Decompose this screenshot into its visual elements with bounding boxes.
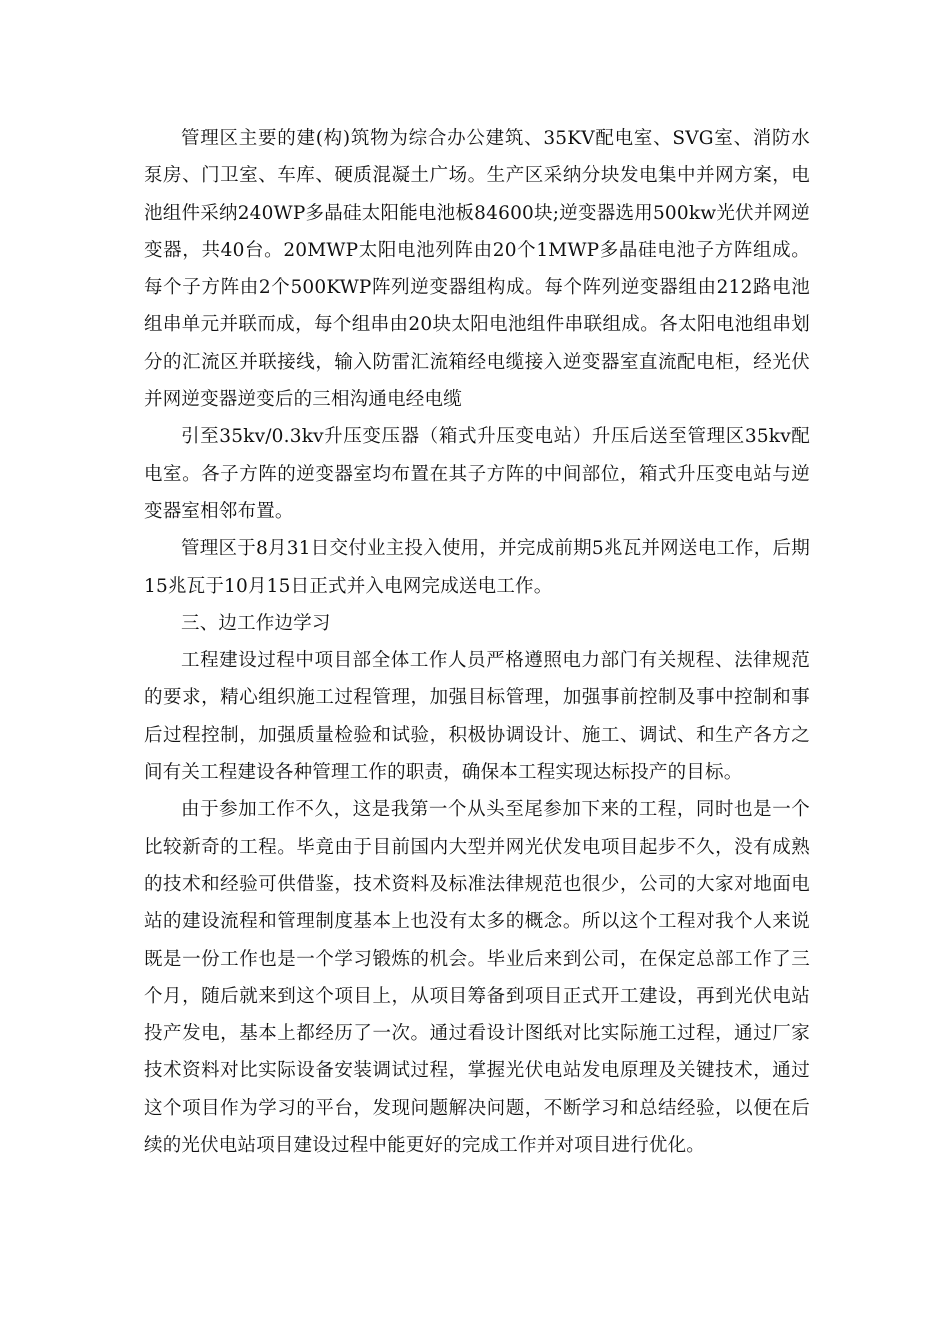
- section-heading: 三、边工作边学习: [181, 612, 331, 634]
- paragraph-schedule: 管理区于8月31日交付业主投入使用，并完成前期5兆瓦并网送电工作，后期15兆瓦于10月15日正式并入电网完成送电工作。: [144, 538, 810, 597]
- paragraph-learning: 由于参加工作不久，这是我第一个从头至尾参加下来的工程，同时也是一个比较新奇的工程。毕竟由于目前国内大型并网光伏发电项目起步不久，没有成熟的技术和经验可供借鉴，技术资料及标准法律规范也很少，公司的大家对地面电站的建设流程和管理制度基本上也没有太多的概念。所以这个工程对我个人来说既是一份工作也是一个学习锻炼的机会。毕业后来到公司，在保定总部工作了三个月，随后就来到这个项目上，从项目筹备到项目正式开工建设，再到光伏电站投产发电，基本上都经历了一次。通过看设计图纸对比实际施工过程，通过厂家技术资料对比实际设备安装调试过程，掌握光伏电站发电原理及关键技术，通过这个项目作为学习的平台，发现问题解决问题，不断学习和总结经验，以便在后续的光伏电站项目建设过程中能更好的完成工作并对项目进行优化。: [144, 799, 810, 1157]
- document-body: [144, 120, 810, 1164]
- paragraph-management: 工程建设过程中项目部全体工作人员严格遵照电力部门有关规程、法律规范的要求，精心组织施工过程管理，加强目标管理，加强事前控制及事中控制和事后过程控制，加强质量检验和试验，积极协调设计、施工、调试、和生产各方之间有关工程建设各种管理工作的职责，确保本工程实现达标投产的目标。: [144, 650, 810, 784]
- paragraph-substation: 引至35kv/0.3kv升压变压器（箱式升压变电站）升压后送至管理区35kv配电室。各子方阵的逆变器室均布置在其子方阵的中间部位，箱式升压变电站与逆变器室相邻布置。: [144, 426, 810, 522]
- paragraph-facilities: 管理区主要的建(构)筑物为综合办公建筑、35KV配电室、SVG室、消防水泵房、门卫室、车库、硬质混凝土广场。生产区采纳分块发电集中并网方案，电池组件采纳240WP多晶硅太阳能电池板84600块;逆变器选用500kw光伏并网逆变器，共40台。20MWP太阳电池列阵由20个1MWP多晶硅电池子方阵组成。每个子方阵由2个500KWP阵列逆变器组构成。每个阵列逆变器组由212路电池组串单元并联而成，每个组串由20块太阳电池组件串联组成。各太阳电池组串划分的汇流区并联接线，输入防雷汇流箱经电缆接入逆变器室直流配电柜，经光伏并网逆变器逆变后的三相沟通电经电缆: [144, 128, 810, 411]
